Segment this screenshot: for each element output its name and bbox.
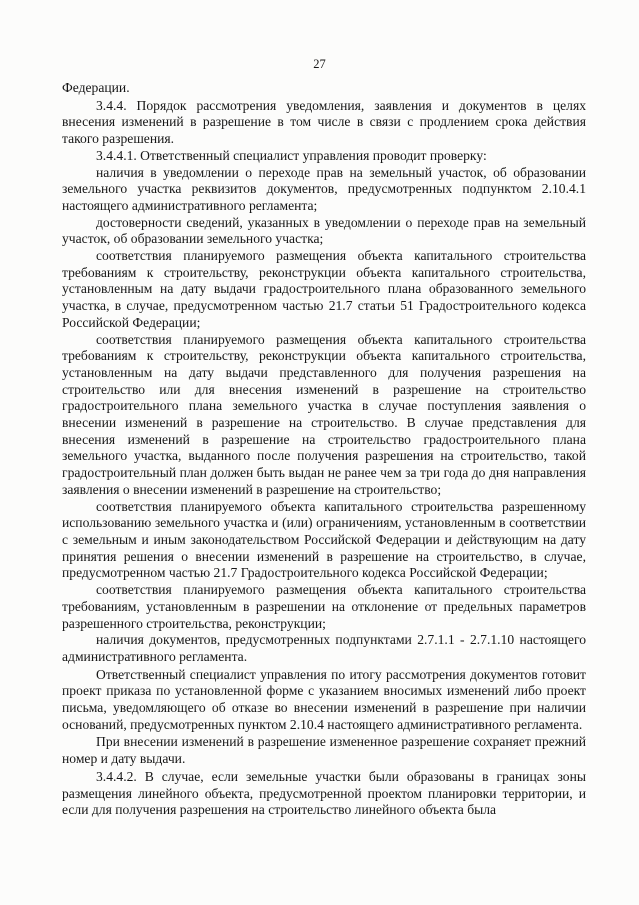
body-text <box>62 80 586 819</box>
paragraph-draft-order: Ответственный специалист управления по итогу рассмотрения документов готовит проект приказа по установленной форме с указанием вносимых изменений либо проект письма, уведомляющего об отказе во внесении изменений в разрешение при наличии оснований, предусмотренных пунктом 2.10.4 настоящего административного регламента. <box>62 666 586 732</box>
paragraph-section-3-4-4: 3.4.4. Порядок рассмотрения уведомления, заявления и документов в целях внесения изменений в разрешение в том числе в связи с продлением срока действия такого разрешения. <box>62 97 586 147</box>
paragraph-check-deviation-permit: соответствия планируемого размещения объекта капитального строительства требованиям, установленным в разрешении на отклонение от предельных параметров разрешенного строительства, реконструкции; <box>62 582 586 631</box>
paragraph-continuation: Федерации. <box>62 80 130 95</box>
paragraph-check-permitted-use: соответствия планируемого объекта капитального строительства разрешенному использованию земельного участка и (или) ограничениям, установленным в соответствии с земельным и иным законодательством Российской Федерации и действующим на дату принятия решения о внесении изменений в разрешение на строительство, в случае, предусмотренном частью 21.7 Градостроительного кодекса Российской Федерации; <box>62 498 586 581</box>
paragraph-section-3-4-4-2: 3.4.4.2. В случае, если земельные участки были образованы в границах зоны размещения линейного объекта, предусмотренной проектом планировки территории, и если для получения разрешения на строительство линейного объекта была <box>62 768 586 818</box>
page-number: 27 <box>313 57 326 71</box>
paragraph-check-reliability: достоверности сведений, указанных в уведомлении о переходе прав на земельный участок, об образовании земельного участка; <box>62 214 586 247</box>
paragraph-check-gpzu-formed-plot: соответствия планируемого размещения объекта капитального строительства требованиям к строительству, реконструкции объекта капитального строительства, установленным на дату выдачи градостроительного плана образованного земельного участка, в случае, предусмотренном частью 21.7 статьи 51 Градостроительного кодекса Российской Федерации; <box>62 248 586 330</box>
paragraph-number-retained: При внесении изменений в разрешение измененное разрешение сохраняет прежний номер и дату выдачи. <box>62 734 586 767</box>
paragraph-check-documents: наличия документов, предусмотренных подпунктами 2.7.1.1 - 2.7.1.10 настоящего административного регламента. <box>62 632 586 664</box>
paragraph-check-notice-details: наличия в уведомлении о переходе прав на земельный участок, об образовании земельного участка реквизитов документов, предусмотренных подпунктом 2.10.4.1 настоящего административного регламента; <box>62 164 586 213</box>
paragraph-section-3-4-4-1: 3.4.4.1. Ответственный специалист управления проводит проверку: <box>96 147 487 163</box>
paragraph-check-gpzu-submitted: соответствия планируемого размещения объекта капитального строительства требованиям к строительству, реконструкции объекта капитального строительства, установленным на дату выдачи представленного для получения разрешения на строительство или для внесения изменений в разрешение на строительство градостроительного плана земельного участка в случае поступления заявления о внесении изменений в разрешение на строительство. В случае представления для внесения изменений в разрешение на строительство градостроительного плана земельного участка, выданного после получения разрешения на строительство, такой градостроительный план должен быть выдан не ранее чем за три года до дня направления заявления о внесении изменений в разрешение на строительство; <box>62 331 586 497</box>
